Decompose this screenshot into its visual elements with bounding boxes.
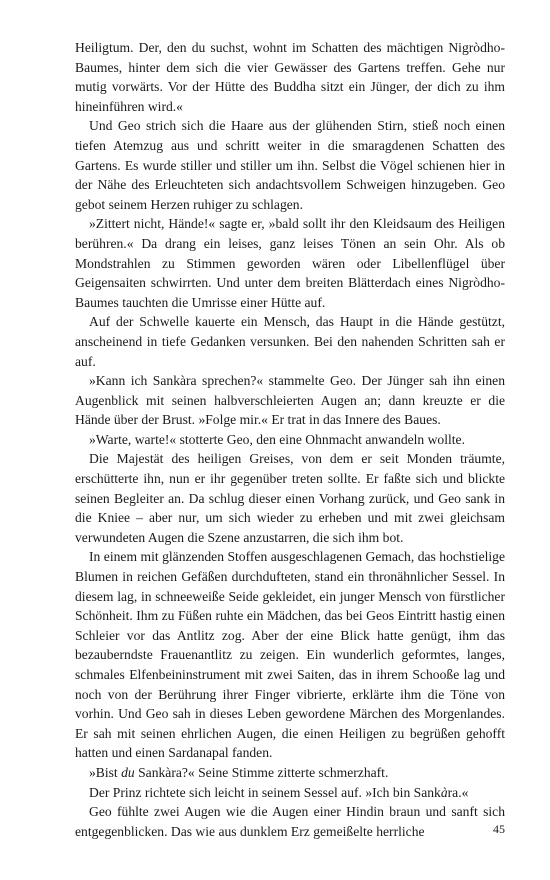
paragraph-9: [75, 763, 505, 783]
paragraph-8: In einem mit glänzenden Stoffen ausgeschlagenen Gemach, das hochstielige Blumen in reichen Gefäßen durchdufteten, stand ein thronähnlicher Sessel. In diesem lag, in schneeweiße Seide gekleidet, ein junger Mensch von fürstlicher Schönheit. Ihm zu Füßen ruhte ein Mädchen, das bei Geos Eintritt hastig einen Schleier vor das Antlitz zog. Aber der eine Blick hatte genügt, ihm das bezauberndste Frauenantlitz zu zeigen. Ein wunderlich geformtes, langes, schmales Elfenbeininstrument mit zwei Saiten, das in ihrem Schooße lag und noch von der Berührung ihrer Finger vibrierte, erklärte ihm die Töne von vorhin. Und Geo sah in dieses Leben gewordene Märchen des Morgenlandes. Er sah mit seinen ehrlichen Augen, die einen Heiligen zu begrüßen gehofft hatten und einen Sardanapal fanden.: [75, 549, 505, 761]
paragraph-10-start: Der Prinz richtete sich leicht in seinem Sessel auf. »Ich bin Sank: [89, 784, 441, 800]
page-number: 45: [493, 822, 505, 836]
paragraph-10: [75, 783, 505, 803]
paragraph-2: Und Geo strich sich die Haare aus der glühenden Stirn, stieß noch einen tiefen Atemzug aus und schritt weiter in die smaragdenen Schatten des Gartens. Es wurde stiller und stiller um ihn. Selbst die Vögel schienen hier in der Nähe des Erleuchteten sich andachtsvollem Schweigen hinzugeben. Geo gebot seinem Herzen ruhiger zu schlagen.: [75, 118, 505, 212]
paragraph-4: Auf der Schwelle kauerte ein Mensch, das Haupt in die Hände gestützt, anscheinend in tiefe Gedanken versunken. Bei den nahenden Schritten sah er auf.: [75, 314, 505, 369]
emphasis-du: du: [121, 764, 135, 780]
paragraph-10-end: ra.«: [447, 784, 469, 800]
paragraph-6: »Warte, warte!« stotterte Geo, den eine Ohnmacht anwandeln wollte.: [89, 431, 465, 447]
paragraph-11: Geo fühlte zwei Augen wie die Augen einer Hindin braun und sanft sich entgegenblicken. Das wie aus dunklem Erz gemeißelte herrliche: [75, 804, 505, 839]
paragraph-9-start: »Bist: [89, 764, 122, 780]
paragraph-9-end: Sankàra?« Seine Stimme zitterte schmerzhaft.: [134, 764, 389, 780]
paragraph-1: Heiligtum. Der, den du suchst, wohnt im Schatten des mächtigen Nigròdho-Baumes, hinter dem sich die vier Gewässer des Gartens treffen. Gehe nur mutig vorwärts. Vor der Hütte des Buddha sitzt ein Jünger, der dich zu ihm hineinführen wird.«: [75, 40, 505, 114]
paragraph-7: Die Majestät des heiligen Greises, von dem er seit Monden träumte, erschütterte ihn, nun er ihr gegenüber treten sollte. Er faßte sich und blickte seinen Begleiter an. Da schlug dieser einen Vorhang zurück, und Geo sank in die Kniee – aber nur, um sich wieder zu erheben und mit zwei gleichsam verwundeten Augen die Szene anzustarren, die sich ihm bot.: [75, 451, 505, 545]
emphasis-accent: à: [440, 784, 448, 800]
body-text: [75, 38, 505, 841]
paragraph-3: »Zittert nicht, Hände!« sagte er, »bald sollt ihr den Kleidsaum des Heiligen berühren.« Da drang ein leises, ganz leises Tönen an sein Ohr. Als ob Mondstrahlen zu Stimmen geworden wären oder Libellenflügel über Geigensaiten schwirrten. Und unter dem breiten Blätterdach eines Nigròdho-Baumes tauchten die Umrisse einer Hütte auf.: [75, 216, 505, 310]
paragraph-5: »Kann ich Sankàra sprechen?« stammelte Geo. Der Jünger sah ihn einen Augenblick mit seinen halbverschleierten Augen an; dann kreuzte er die Hände über der Brust. »Folge mir.« Er trat in das Innere des Baues.: [75, 373, 505, 428]
